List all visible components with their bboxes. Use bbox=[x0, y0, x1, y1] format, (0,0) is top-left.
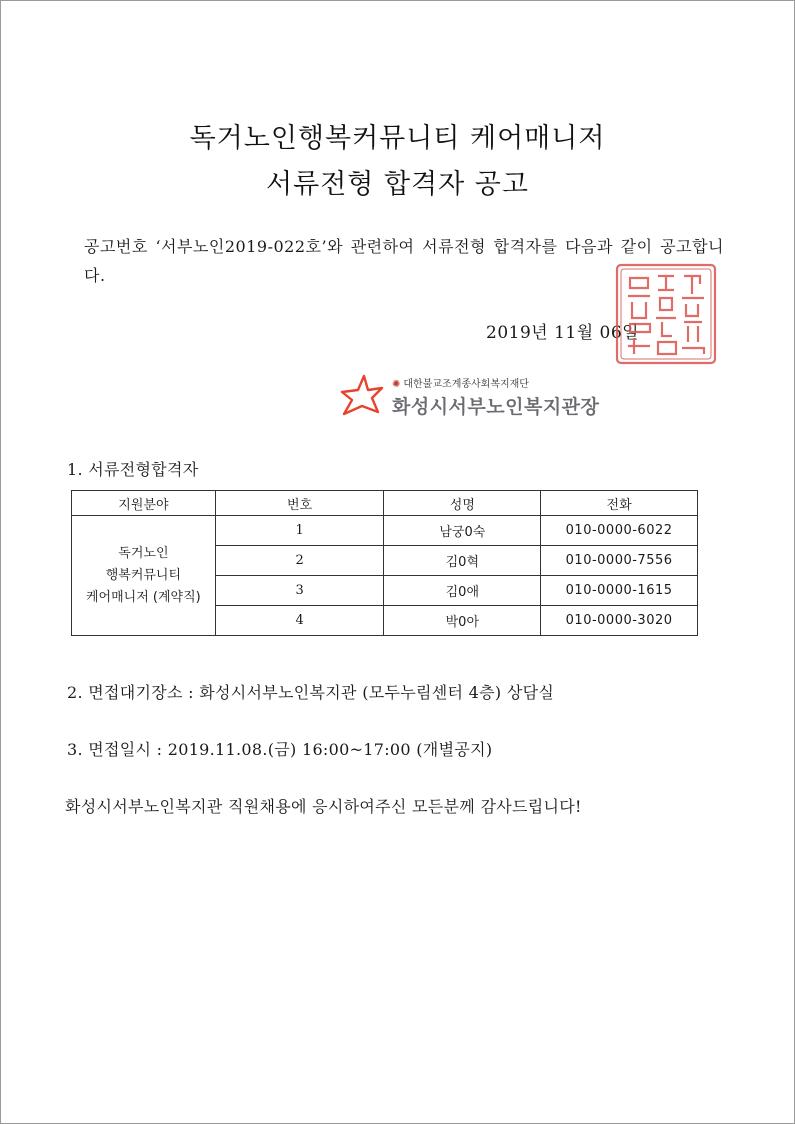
intro-paragraph: 공고번호 ‘서부노인2019-022호’와 관련하여 서류전형 합격자를 다음과 같이 공고합니다. bbox=[84, 237, 724, 285]
logo-center-name: 화성시서부노인복지관장 bbox=[392, 396, 600, 418]
field-line: 행복커뮤니티 bbox=[105, 567, 182, 583]
notice-title: 독거노인행복커뮤니티 케어매니저 bbox=[189, 123, 606, 154]
col-header-name: 성명 bbox=[384, 491, 541, 516]
row-number: 1 bbox=[215, 516, 384, 546]
logo-mark-icon bbox=[338, 374, 384, 416]
row-phone: 010-0000-6022 bbox=[541, 516, 698, 546]
organization-logo bbox=[338, 372, 618, 424]
row-name: 남궁0숙 bbox=[384, 516, 541, 546]
section2-interview-place: 2. 면접대기장소 : 화성시서부노인복지관 (모두누림센터 4층) 상담실 bbox=[67, 683, 555, 702]
passer-table bbox=[71, 490, 698, 636]
col-header-field: 지원분야 bbox=[72, 491, 216, 516]
closing-message: 화성시서부노인복지관 직원채용에 응시하여주신 모든분께 감사드립니다! bbox=[65, 797, 582, 816]
row-phone: 010-0000-3020 bbox=[541, 606, 698, 636]
foundation-name: 대한불교조계종사회복지재단 bbox=[403, 379, 529, 390]
dharma-wheel-icon: ✺ bbox=[392, 379, 401, 390]
notice-date: 2019년 11월 06일 bbox=[486, 323, 640, 343]
notice-subtitle: 서류전형 합격자 공고 bbox=[266, 169, 529, 200]
row-phone: 010-0000-7556 bbox=[541, 546, 698, 576]
section3-interview-time: 3. 면접일시 : 2019.11.08.(금) 16:00~17:00 (개별공지) bbox=[67, 740, 493, 759]
official-seal-icon bbox=[614, 262, 718, 366]
section1-heading: 1. 서류전형합격자 bbox=[67, 460, 199, 479]
field-line: 케어매니저 (계약직) bbox=[86, 589, 201, 605]
col-header-phone: 전화 bbox=[541, 491, 698, 516]
table-row bbox=[72, 516, 698, 546]
col-header-number: 번호 bbox=[215, 491, 384, 516]
row-phone: 010-0000-1615 bbox=[541, 576, 698, 606]
table-header-row bbox=[72, 491, 698, 516]
row-name: 김0애 bbox=[384, 576, 541, 606]
row-name: 김0혁 bbox=[384, 546, 541, 576]
field-line: 독거노인 bbox=[118, 545, 169, 561]
field-cell bbox=[72, 516, 216, 636]
logo-foundation bbox=[392, 375, 529, 390]
row-number: 4 bbox=[215, 606, 384, 636]
row-number: 2 bbox=[215, 546, 384, 576]
row-number: 3 bbox=[215, 576, 384, 606]
row-name: 박0아 bbox=[384, 606, 541, 636]
